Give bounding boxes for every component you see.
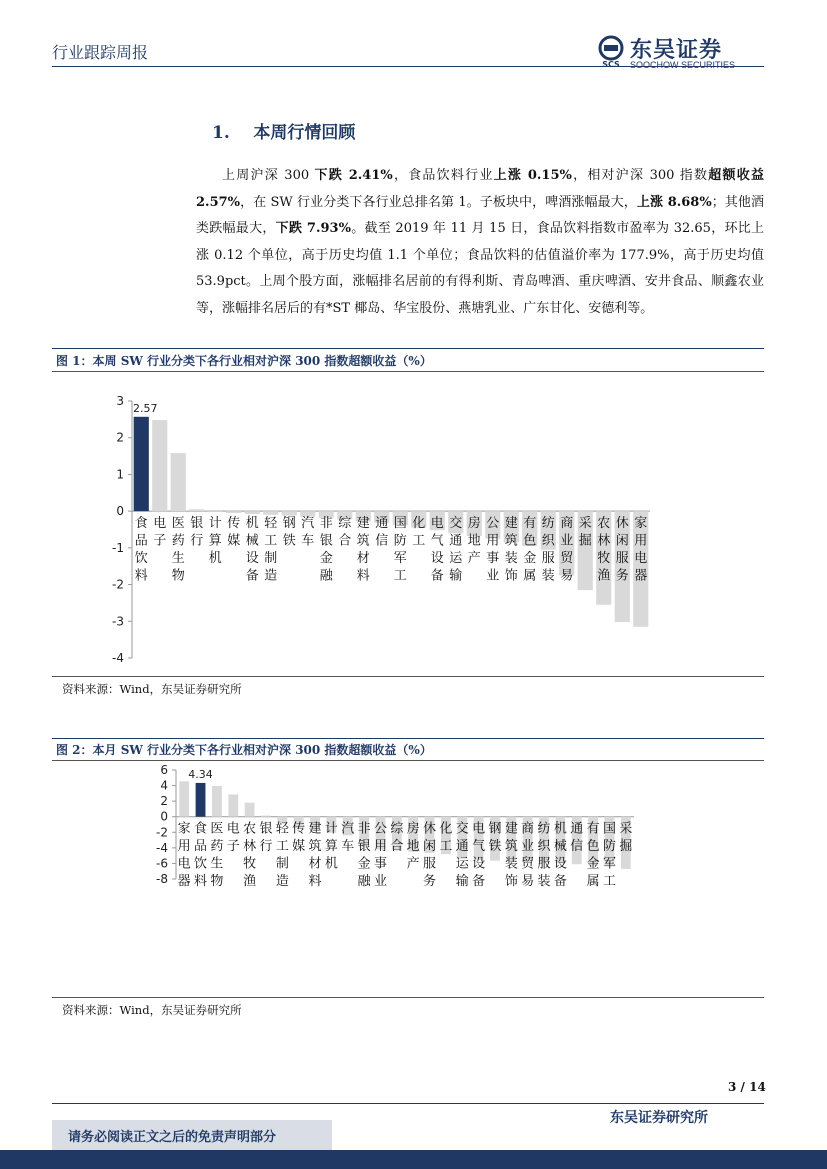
y-tick-label: -6 <box>156 856 168 871</box>
x-category-label: 电气设备 <box>472 821 486 890</box>
y-tick-label: 0 <box>160 809 168 824</box>
figure2-title-rule <box>52 760 764 761</box>
x-category-label: 建筑装饰 <box>504 821 518 890</box>
x-category-label: 非银金融 <box>357 821 371 890</box>
company-logo <box>596 35 626 69</box>
x-category-label: 国防军工 <box>602 821 616 890</box>
figure1-top-rule <box>52 348 764 349</box>
x-category-label: 轻工制造 <box>264 516 278 584</box>
paragraph-bold-run: 超额收益 2.57% <box>196 168 764 210</box>
paragraph-bold-run: 下跌 7.93% <box>275 221 351 236</box>
x-category-label: 化工 <box>412 516 426 549</box>
figure1-bottom-rule <box>52 676 764 677</box>
market-review-paragraph <box>196 163 764 322</box>
x-category-label: 非银金融 <box>319 516 333 584</box>
y-tick-label: 4 <box>160 778 168 793</box>
y-tick-label: 2 <box>116 430 124 445</box>
figure2-bar-chart <box>52 762 764 992</box>
x-category-label: 电子 <box>226 821 240 855</box>
x-category-label: 钢铁 <box>282 516 296 549</box>
y-tick-label: -4 <box>156 840 168 855</box>
paragraph-run: ，相对沪深 300 指数 <box>571 168 709 183</box>
bar-医药生物 <box>212 786 222 817</box>
x-category-label: 农林牧渔 <box>243 821 257 890</box>
paragraph-run: 。截至 2019 年 11 月 15 日，食品饮料指数市盈率为 32.65，环比上涨 0.12 个单位，高于历史均值 1.1 个单位；食品饮料的估值溢价率为 177.9%，高于历史均值 53.9pct。上周个股方面，涨幅排名居前的有得利斯、青岛啤酒、重庆啤酒、安井食品、顺鑫农业等，涨幅排名居后的有*ST 椰岛、华宝股份、燕塘乳业、广东甘化、安德利等。 <box>196 221 764 316</box>
y-tick-label: -8 <box>156 872 168 886</box>
paragraph-bold-run: 下跌 2.41% <box>314 168 393 183</box>
y-tick-label: 0 <box>116 504 124 519</box>
x-category-label: 机械设备 <box>245 516 259 584</box>
x-category-label: 机械设备 <box>553 821 567 890</box>
page-number: 3 / 14 <box>728 1080 766 1094</box>
paragraph-run: ，在 SW 行业分类下各行业总排名第 1。子板块中，啤酒涨幅最大， <box>240 194 637 210</box>
bar-传媒 <box>226 511 241 513</box>
x-category-label: 采掘 <box>619 821 633 855</box>
x-category-label: 轻工制造 <box>275 821 289 890</box>
x-category-label: 家用电器 <box>177 821 191 890</box>
x-category-label: 商业贸易 <box>560 516 574 584</box>
x-category-label: 钢铁 <box>488 821 502 855</box>
x-category-label: 电子 <box>153 516 167 549</box>
paragraph-bold-run: 上涨 8.68% <box>636 194 712 210</box>
bar-银行 <box>261 816 271 817</box>
x-category-label: 综合 <box>338 516 352 549</box>
logo-name-cn: 东吴证券 <box>630 38 723 63</box>
logo-mark-icon <box>596 35 626 69</box>
y-tick-label: 3 <box>116 394 124 408</box>
x-category-label: 建筑材料 <box>308 821 322 890</box>
figure1-bar-chart <box>52 380 764 670</box>
y-tick-label: 2 <box>160 794 168 809</box>
x-category-label: 计算机 <box>208 516 222 567</box>
y-tick-label: -2 <box>156 825 168 840</box>
bar-计算机 <box>208 511 223 512</box>
x-category-label: 银行 <box>259 821 273 855</box>
bar-食品饮料 <box>134 417 149 511</box>
figure2-source: 资料来源：Wind，东吴证券研究所 <box>62 1003 242 1017</box>
y-tick-label: -2 <box>112 577 124 592</box>
figure1-title-rule <box>52 371 764 372</box>
paragraph-text <box>196 163 764 322</box>
figure1-title: 图 1：本周 SW 行业分类下各行业相对沪深 300 指数超额收益（%） <box>56 354 432 368</box>
bar-电子 <box>228 795 238 817</box>
paragraph-run: 上周沪深 300 <box>222 168 315 183</box>
y-tick-label: -1 <box>112 540 124 555</box>
x-category-label: 传媒 <box>292 821 306 855</box>
x-category-label: 医药生物 <box>171 516 185 584</box>
logo-name-en: SOOCHOW SECURITIES <box>630 60 736 70</box>
bar-农林牧渔 <box>245 803 255 817</box>
x-category-label: 电气设备 <box>430 516 444 584</box>
x-category-label: 商业贸易 <box>521 821 535 890</box>
data-label: 4.34 <box>188 767 213 781</box>
disclaimer-text: 请务必阅读正文之后的免责声明部分 <box>68 1130 277 1145</box>
paragraph-run: ，食品饮料行业 <box>392 168 494 183</box>
bar-机械设备 <box>245 511 260 514</box>
x-category-label: 国防军工 <box>393 516 407 584</box>
logo-mark-text: SCS <box>602 60 620 69</box>
y-tick-label: 6 <box>160 763 168 777</box>
x-category-label: 家用电器 <box>634 516 648 584</box>
x-category-label: 化工 <box>439 821 453 855</box>
x-category-label: 休闲服务 <box>423 821 437 890</box>
y-tick-label: 1 <box>116 467 124 482</box>
x-category-label: 食品饮料 <box>134 516 148 584</box>
figure2-top-rule <box>52 738 764 739</box>
report-type-title: 行业跟踪周报 <box>52 43 149 62</box>
x-category-label: 汽车 <box>301 516 315 549</box>
x-category-label: 有色金属 <box>523 516 537 584</box>
bar-轻工制造 <box>263 511 278 515</box>
x-category-label: 公用事业 <box>373 821 387 890</box>
bar-医药生物 <box>171 453 186 511</box>
figure1-source: 资料来源：Wind，东吴证券研究所 <box>62 682 242 696</box>
x-category-label: 公用事业 <box>486 516 500 584</box>
figure2-title: 图 2：本月 SW 行业分类下各行业相对沪深 300 指数超额收益（%） <box>56 743 432 757</box>
bar-银行 <box>189 509 204 511</box>
bar-食品饮料 <box>196 783 206 817</box>
y-tick-label: -4 <box>112 651 124 665</box>
x-category-label: 食品饮料 <box>194 821 208 890</box>
x-category-label: 采掘 <box>578 516 592 549</box>
x-category-label: 纺织服装 <box>541 516 555 584</box>
section-title: 1. 本周行情回顾 <box>212 123 356 143</box>
data-label: 2.57 <box>133 401 158 415</box>
bar-钢铁 <box>282 511 297 515</box>
x-category-label: 有色金属 <box>586 821 600 890</box>
x-category-label: 汽车 <box>341 821 355 855</box>
x-category-label: 通信 <box>570 821 584 855</box>
paragraph-bold-run: 上涨 0.15% <box>493 168 572 183</box>
x-category-label: 房地产 <box>406 821 420 872</box>
paragraph-run: ；其他酒类跌幅最大， <box>196 194 764 236</box>
x-category-label: 交通运输 <box>449 516 463 584</box>
footer-institute: 东吴证券研究所 <box>610 1110 708 1126</box>
x-category-label: 银行 <box>190 516 204 549</box>
x-category-label: 综合 <box>390 821 404 855</box>
x-category-label: 传媒 <box>227 516 241 549</box>
bar-家用电器 <box>179 781 189 816</box>
x-category-label: 计算机 <box>324 821 338 872</box>
x-category-label: 休闲服务 <box>615 516 629 584</box>
bar-电子 <box>152 420 167 511</box>
x-category-label: 医药生物 <box>210 821 224 890</box>
x-category-label: 建筑装饰 <box>504 516 518 584</box>
footer-divider <box>52 1103 764 1104</box>
figure2-bottom-rule <box>52 997 764 998</box>
x-category-label: 交通运输 <box>455 821 469 890</box>
footer-color-bar <box>0 1150 827 1169</box>
y-tick-label: -3 <box>112 614 124 629</box>
x-category-label: 纺织服装 <box>537 821 551 890</box>
x-category-label: 农林牧渔 <box>597 516 611 584</box>
x-category-label: 建筑材料 <box>356 516 370 584</box>
x-category-label: 通信 <box>375 516 389 549</box>
x-category-label: 房地产 <box>467 516 481 567</box>
